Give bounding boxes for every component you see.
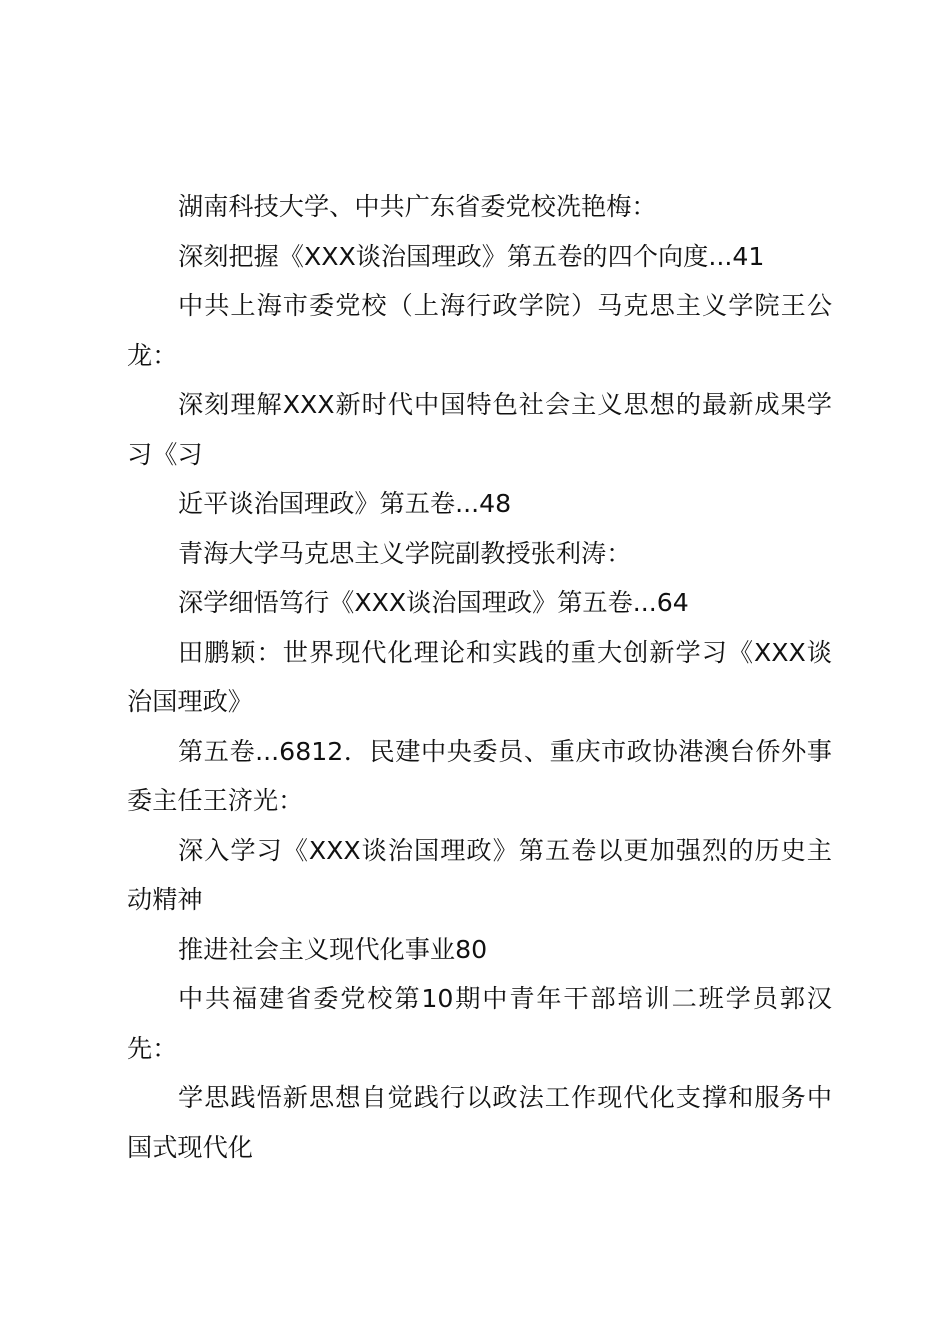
document-body bbox=[127, 182, 832, 1172]
paragraph-title-2b: 近平谈治国理政》第五卷...48 bbox=[178, 489, 512, 518]
paragraph-author-1: 湖南科技大学、中共广东省委党校冼艳梅： bbox=[178, 192, 657, 221]
paragraph-author-6: 中共福建省委党校第10期中青年干部培训二班学员郭汉先： bbox=[127, 984, 832, 1063]
paragraph-title-3: 深学细悟笃行《XXX谈治国理政》第五卷...64 bbox=[178, 588, 689, 617]
paragraph-title-5b: 推进社会主义现代化事业80 bbox=[178, 934, 488, 964]
paragraph-title-1: 深刻把握《XXX谈治国理政》第五卷的四个向度...41 bbox=[178, 241, 765, 271]
paragraph-author-2: 中共上海市委党校（上海行政学院）马克思主义学院王公龙： bbox=[127, 291, 832, 370]
paragraph-title-6: 学思践悟新思想自觉践行以政法工作现代化支撑和服务中国式现代化 bbox=[127, 1083, 832, 1162]
paragraph-author-3: 青海大学马克思主义学院副教授张利涛： bbox=[178, 538, 632, 568]
paragraph-title-2a: 深刻理解XXX新时代中国特色社会主义思想的最新成果学习《习 bbox=[127, 390, 832, 469]
paragraph-title-4b: 第五卷...6812．民建中央委员、重庆市政协港澳台侨外事委主任王济光： bbox=[127, 736, 832, 815]
paragraph-title-4a: 田鹏颖：世界现代化理论和实践的重大创新学习《XXX谈治国理政》 bbox=[127, 637, 832, 716]
paragraph-title-5a: 深入学习《XXX谈治国理政》第五卷以更加强烈的历史主动精神 bbox=[127, 835, 832, 914]
